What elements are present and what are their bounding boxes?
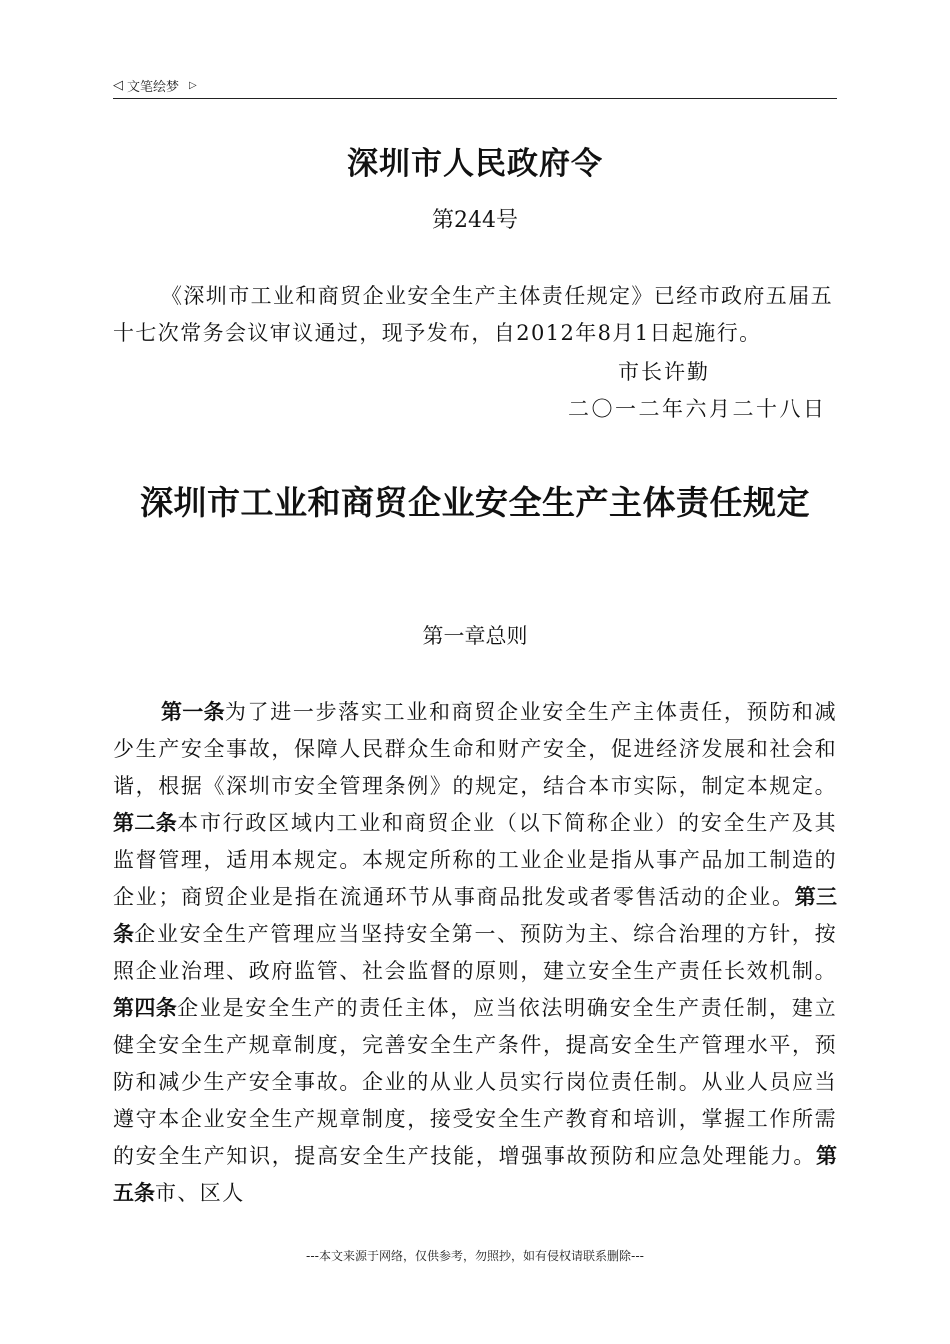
- brand-name: 文笔绘梦: [127, 80, 180, 95]
- article-text: 市、区人: [155, 1181, 245, 1205]
- decree-title: 深圳市人民政府令: [347, 146, 603, 182]
- article-label: 第一条: [161, 700, 225, 724]
- article-label: 第四条: [113, 996, 178, 1020]
- regulation-title: 深圳市工业和商贸企业安全生产主体责任规定: [140, 483, 810, 522]
- header-brand: [113, 76, 197, 95]
- decree-date: 二〇一二年六月二十八日: [568, 397, 827, 421]
- article-text: 企业是安全生产的责任主体，应当依法明确安全生产责任制，建立健全安全生产规章制度，完善安全生产条件，提高安全生产管理水平，预防和减少生产安全事故。企业的从业人员实行岗位责任制。从业人员应当遵守本企业安全生产规章制度，接受安全生产教育和培训，掌握工作所需的安全生产知识，提高安全生产技能，增强事故预防和应急处理能力。: [113, 996, 837, 1168]
- left-triangle-icon: ◁: [113, 77, 123, 93]
- decree-number: 第244号: [432, 208, 518, 233]
- decree-announcement: 《深圳市工业和商贸企业安全生产主体责任规定》已经市政府五届五十七次常务会议审议通过，现予发布，自2012年8月1日起施行。: [113, 284, 833, 345]
- article-label: 第五条: [113, 1144, 837, 1205]
- page-header: [113, 72, 837, 99]
- decree-signer: 市长许勤: [618, 360, 710, 384]
- regulation-body: [113, 694, 837, 1224]
- article-text: 本市行政区域内工业和商贸企业（以下简称企业）的安全生产及其监督管理，适用本规定。本规定所称的工业企业是指从事产品加工制造的企业；商贸企业是指在流通环节从事商品批发或者零售活动的企业。: [113, 811, 837, 909]
- article-text: 企业安全生产管理应当坚持安全第一、预防为主、综合治理的方针，按照企业治理、政府监管、社会监督的原则，建立安全生产责任长效机制。: [113, 922, 837, 983]
- article-label: 第二条: [113, 811, 178, 835]
- right-triangle-icon: ▷: [189, 79, 197, 91]
- article-text: 为了进一步落实工业和商贸企业安全生产主体责任，预防和减少生产安全事故，保障人民群众生命和财产安全，促进经济发展和社会和谐，根据《深圳市安全管理条例》的规定，结合本市实际，制定本规定。: [113, 700, 837, 798]
- footer-notice: ---本文来源于网络，仅供参考，勿照抄，如有侵权请联系删除---: [306, 1249, 644, 1263]
- chapter-heading: 第一章总则: [422, 624, 528, 648]
- article-label: 第三条: [113, 885, 837, 946]
